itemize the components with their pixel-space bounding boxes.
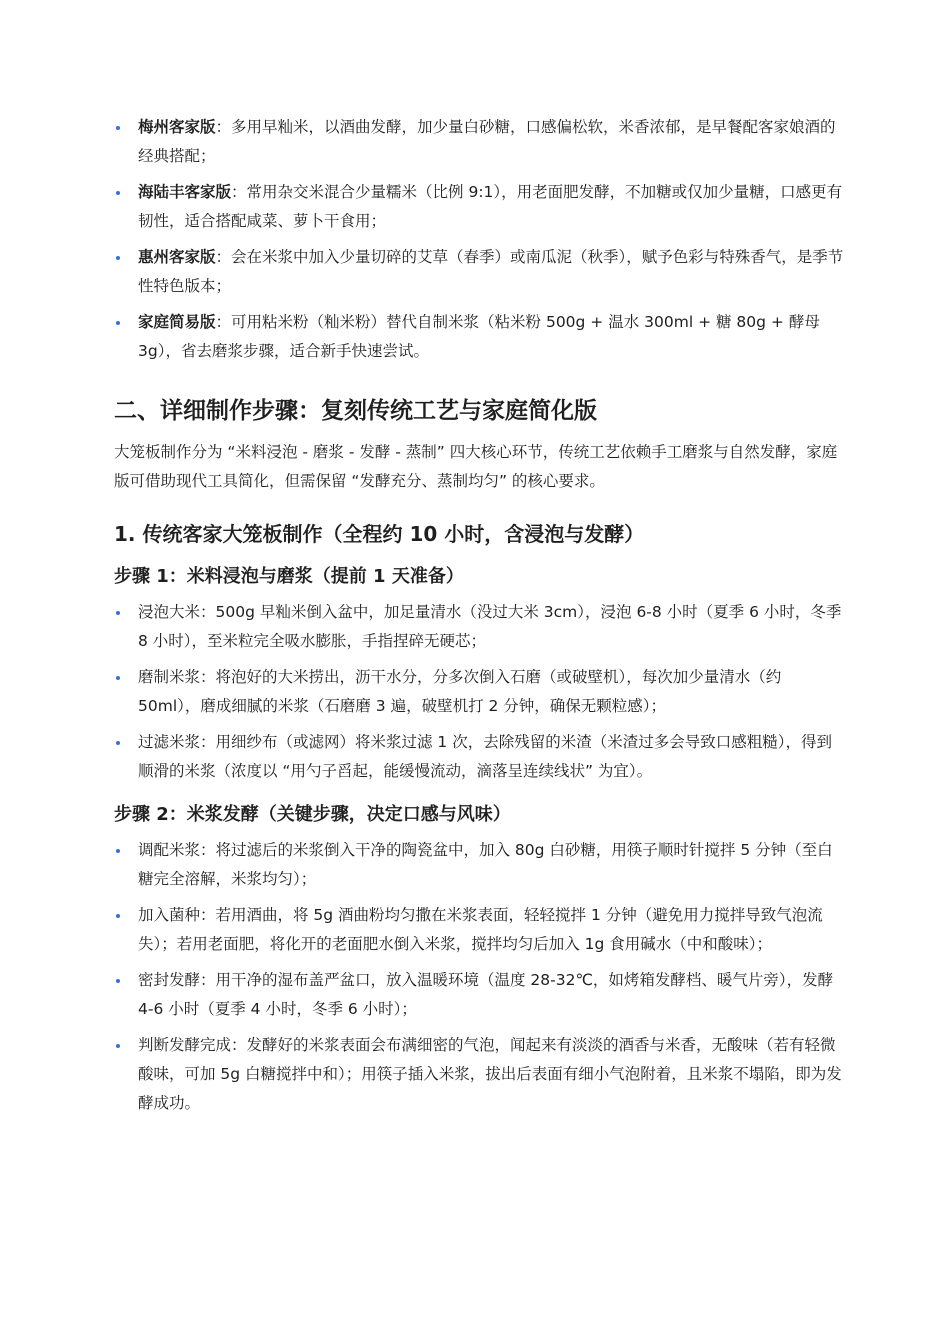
step-heading: 步骤 1：米料浸泡与磨浆（提前 1 天准备） bbox=[114, 566, 464, 587]
bullet-icon bbox=[116, 914, 120, 918]
bullet-icon bbox=[116, 741, 120, 745]
step1-list bbox=[114, 598, 844, 786]
step-item-text: 加入菌种：若用酒曲，将 5g 酒曲粉均匀撒在米浆表面，轻轻搅拌 1 分钟（避免用力搅拌导致气泡流失）；若用老面肥，将化开的老面肥水倒入米浆，搅拌均匀后加入 1g 食用碱水（中和酸味）； bbox=[138, 906, 823, 953]
separator: ： bbox=[215, 248, 232, 266]
list-item bbox=[114, 966, 844, 1024]
variant-text: 常用杂交米混合少量糯米（比例 9:1），用老面肥发酵，不加糖或仅加少量糖，口感更有韧性，适合搭配咸菜、萝卜干食用； bbox=[138, 183, 843, 230]
list-item bbox=[114, 178, 844, 236]
variant-text: 多用早籼米，以酒曲发酵，加少量白砂糖，口感偏松软，米香浓郁，是早餐配客家娘酒的经典搭配； bbox=[138, 118, 836, 165]
variant-text: 会在米浆中加入少量切碎的艾草（春季）或南瓜泥（秋季），赋予色彩与特殊香气，是季节性特色版本； bbox=[138, 248, 844, 295]
list-item bbox=[114, 836, 844, 894]
step2-list bbox=[114, 836, 844, 1118]
bullet-icon bbox=[116, 321, 120, 325]
step-heading: 步骤 2：米浆发酵（关键步骤，决定口感与风味） bbox=[114, 804, 511, 825]
variant-name: 惠州客家版 bbox=[138, 248, 216, 266]
bullet-icon bbox=[116, 611, 120, 615]
variant-list bbox=[114, 113, 844, 366]
bullet-icon bbox=[116, 979, 120, 983]
list-item bbox=[114, 1031, 844, 1118]
list-item bbox=[114, 243, 844, 301]
bullet-icon bbox=[116, 126, 120, 130]
list-item bbox=[114, 728, 844, 786]
subsection-heading: 1. 传统客家大笼板制作（全程约 10 小时，含浸泡与发酵） bbox=[114, 522, 645, 546]
separator: ： bbox=[215, 118, 232, 136]
section-intro: 大笼板制作分为 “米料浸泡 - 磨浆 - 发酵 - 蒸制” 四大核心环节，传统工艺依赖手工磨浆与自然发酵，家庭版可借助现代工具简化，但需保留 “发酵充分、蒸制均匀” 的核心要求。 bbox=[114, 443, 838, 490]
step-item-text: 判断发酵完成：发酵好的米浆表面会布满细密的气泡，闻起来有淡淡的酒香与米香，无酸味（若有轻微酸味，可加 5g 白糖搅拌中和）；用筷子插入米浆，拔出后表面有细小气泡附着，且米浆不塌陷，即为发酵成功。 bbox=[138, 1036, 842, 1112]
step-item-text: 浸泡大米：500g 早籼米倒入盆中，加足量清水（没过大米 3cm），浸泡 6-8 小时（夏季 6 小时，冬季 8 小时），至米粒完全吸水膨胀，手指捏碎无硬芯； bbox=[138, 603, 842, 650]
bullet-icon bbox=[116, 849, 120, 853]
list-item bbox=[114, 663, 844, 721]
section-heading: 二、详细制作步骤：复刻传统工艺与家庭简化版 bbox=[114, 398, 597, 424]
document-content bbox=[114, 113, 844, 1125]
step-item-text: 调配米浆：将过滤后的米浆倒入干净的陶瓷盆中，加入 80g 白砂糖，用筷子顺时针搅拌 5 分钟（至白糖完全溶解，米浆均匀）； bbox=[138, 841, 833, 888]
bullet-icon bbox=[116, 256, 120, 260]
separator: ： bbox=[231, 183, 247, 201]
bullet-icon bbox=[116, 1044, 120, 1048]
bullet-icon bbox=[116, 191, 120, 195]
step-item-text: 过滤米浆：用细纱布（或滤网）将米浆过滤 1 次，去除残留的米渣（米渣过多会导致口感粗糙），得到顺滑的米浆（浓度以 “用勺子舀起，能缓慢流动，滴落呈连续线状” 为宜）。 bbox=[138, 733, 832, 780]
separator: ： bbox=[215, 313, 232, 331]
variant-text: 可用粘米粉（籼米粉）替代自制米浆（粘米粉 500g + 温水 300ml + 糖 80g + 酵母 3g），省去磨浆步骤，适合新手快速尝试。 bbox=[138, 313, 820, 360]
list-item bbox=[114, 901, 844, 959]
variant-name: 海陆丰客家版 bbox=[138, 183, 232, 201]
step-item-text: 密封发酵：用干净的湿布盖严盆口，放入温暖环境（温度 28-32℃，如烤箱发酵档、暖气片旁），发酵 4-6 小时（夏季 4 小时，冬季 6 小时）； bbox=[138, 971, 834, 1018]
list-item bbox=[114, 113, 844, 171]
list-item bbox=[114, 308, 844, 366]
variant-name: 家庭简易版 bbox=[138, 313, 216, 331]
list-item bbox=[114, 598, 844, 656]
bullet-icon bbox=[116, 676, 120, 680]
variant-name: 梅州客家版 bbox=[138, 118, 216, 136]
step-item-text: 磨制米浆：将泡好的大米捞出，沥干水分，分多次倒入石磨（或破壁机），每次加少量清水（约 50ml），磨成细腻的米浆（石磨磨 3 遍，破壁机打 2 分钟，确保无颗粒感）； bbox=[138, 668, 782, 715]
